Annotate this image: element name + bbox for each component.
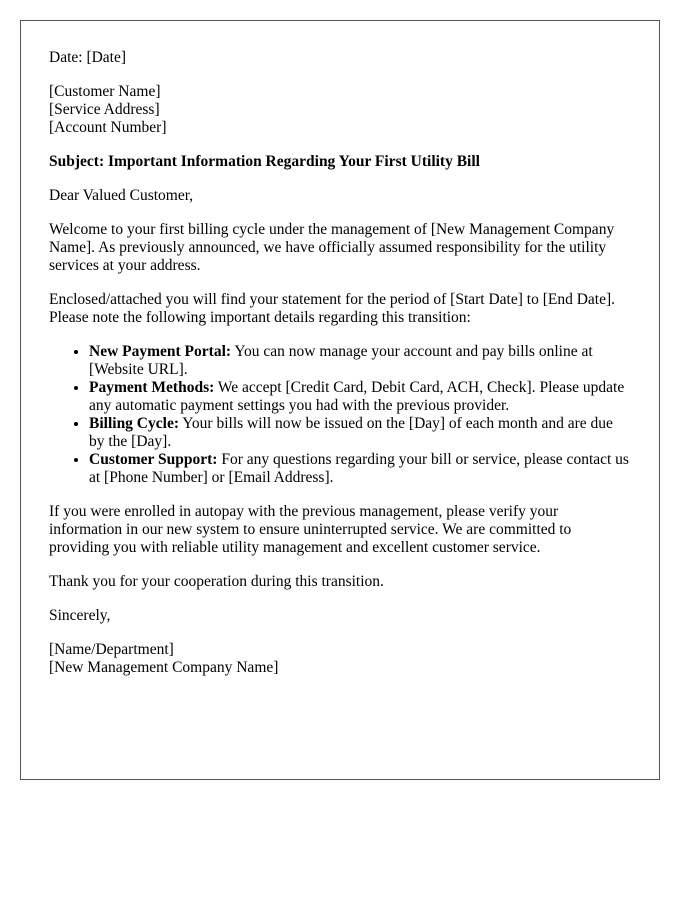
signature-name: [Name/Department] [49,641,174,658]
detail-label: New Payment Portal: [89,343,232,360]
signature-block [49,641,631,677]
letter-page [20,20,660,780]
detail-text: You can now manage your account and pay bills online at [Website URL]. [89,343,593,378]
thanks-paragraph: Thank you for your cooperation during this transition. [49,573,384,590]
recipient-block [49,83,631,137]
salutation: Dear Valued Customer, [49,187,194,204]
detail-text: Your bills will now be issued on the [Day] of each month and are due by the [Day]. [89,415,613,450]
details-list [49,343,631,487]
autopay-paragraph: If you were enrolled in autopay with the previous management, please verify your information in our new system to ensure uninterrupted service. We are committed to providing you with reliable utility management and excellent customer service. [49,503,572,556]
subject-line: Subject: Important Information Regarding Your First Utility Bill [49,153,480,170]
detail-label: Customer Support: [89,451,218,468]
account-number: [Account Number] [49,119,167,136]
intro-paragraph: Welcome to your first billing cycle under the management of [New Management Company Name]. As previously announced, we have officially assumed responsibility for the utility services at your address. [49,221,615,274]
detail-item-payment-methods [89,379,631,415]
detail-label: Payment Methods: [89,379,215,396]
service-address: [Service Address] [49,101,160,118]
detail-text: We accept [Credit Card, Debit Card, ACH, Check]. Please update any automatic payment settings you had with the previous provider. [89,379,625,414]
date-line: Date: [Date] [49,49,127,66]
signature-company: [New Management Company Name] [49,659,279,676]
customer-name: [Customer Name] [49,83,161,100]
detail-item-billing-cycle [89,415,631,451]
closing: Sincerely, [49,607,111,624]
detail-item-customer-support [89,451,631,487]
detail-text: For any questions regarding your bill or service, please contact us at [Phone Number] or [Email Address]. [89,451,629,486]
statement-paragraph: Enclosed/attached you will find your statement for the period of [Start Date] to [End Date]. Please note the following important details regarding this transition: [49,291,615,326]
detail-item-payment-portal [89,343,631,379]
detail-label: Billing Cycle: [89,415,179,432]
